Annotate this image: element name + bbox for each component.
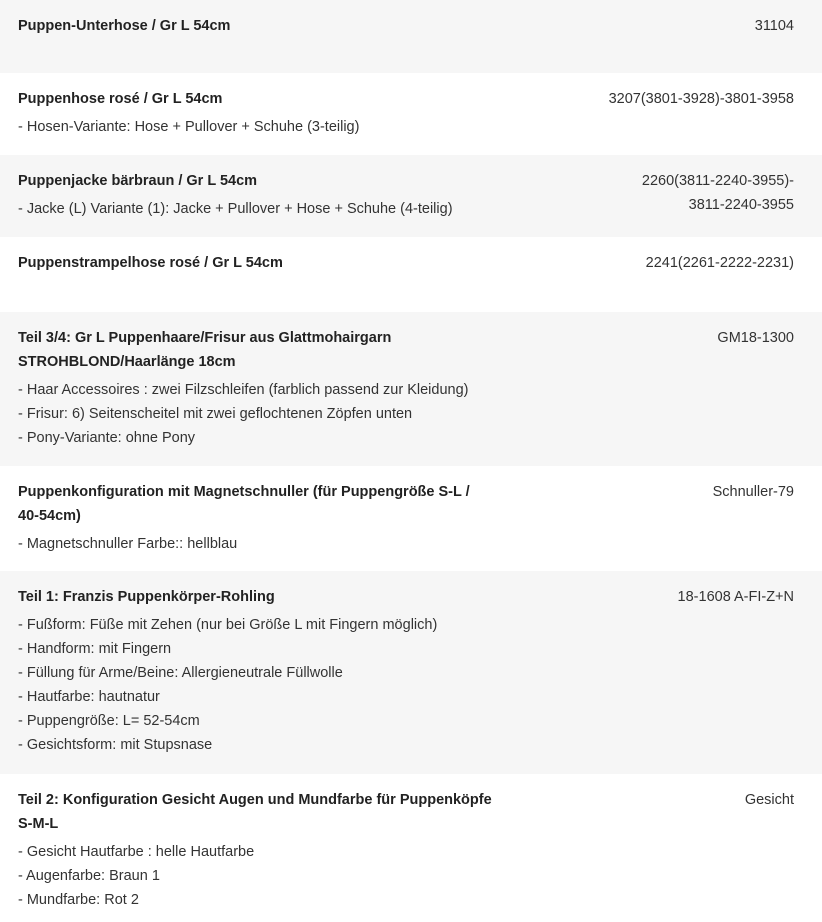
order-item-row	[0, 237, 822, 312]
item-detail: - Gesicht Hautfarbe : helle Hautfarbe	[18, 844, 255, 860]
order-item-row	[0, 571, 822, 774]
item-detail: - Handform: mit Fingern	[18, 641, 172, 657]
item-details	[18, 840, 498, 912]
order-item-row	[0, 312, 822, 466]
item-details	[18, 378, 498, 450]
item-detail: - Haar Accessoires : zwei Filzschleifen (farblich passend zur Kleidung)	[18, 382, 469, 398]
item-title: Teil 1: Franzis Puppenkörper-Rohling	[18, 589, 275, 605]
item-details	[18, 532, 498, 556]
item-sku: 31104	[754, 18, 794, 34]
item-info	[18, 14, 498, 38]
item-title: Puppenhose rosé / Gr L 54cm	[18, 91, 223, 107]
item-detail: - Frisur: 6) Seitenscheitel mit zwei geflochtenen Zöpfen unten	[18, 406, 413, 422]
item-detail: - Gesichtsform: mit Stupsnase	[18, 737, 213, 753]
item-details	[18, 613, 498, 757]
item-title	[18, 326, 498, 374]
item-title-line: Teil 2: Konfiguration Gesicht Augen und Mundfarbe für Puppenköpfe	[18, 792, 492, 808]
item-title: Puppen-Unterhose / Gr L 54cm	[18, 18, 231, 34]
item-detail: - Magnetschnuller Farbe:: hellblau	[18, 536, 238, 552]
order-item-row	[0, 466, 822, 571]
item-info	[18, 326, 498, 450]
item-title	[18, 788, 498, 836]
item-detail: - Hautfarbe: hautnatur	[18, 689, 160, 705]
item-detail: - Mundfarbe: Rot 2	[18, 892, 139, 908]
item-info	[18, 585, 498, 757]
item-detail: - Puppengröße: L= 52-54cm	[18, 713, 200, 729]
item-title	[18, 480, 498, 528]
item-title-line: 40-54cm)	[18, 508, 81, 524]
order-item-row	[0, 0, 822, 73]
item-info	[18, 251, 498, 275]
item-sku: 18-1608 A-FI-Z+N	[677, 589, 794, 605]
item-title-line: S-M-L	[18, 816, 59, 832]
item-title-line: Puppenkonfiguration mit Magnetschnuller (für Puppengröße S-L /	[18, 484, 470, 500]
item-details	[18, 115, 498, 139]
order-item-row	[0, 155, 822, 237]
item-detail: - Jacke (L) Variante (1): Jacke + Pullover + Hose + Schuhe (4-teilig)	[18, 201, 453, 217]
item-sku: Schnuller-79	[712, 484, 794, 500]
item-detail: - Hosen-Variante: Hose + Pullover + Schuhe (3-teilig)	[18, 119, 360, 135]
item-title-line: STROHBLOND/Haarlänge 18cm	[18, 354, 236, 370]
item-sku: Gesicht	[744, 792, 794, 808]
item-sku	[642, 169, 794, 217]
order-item-row	[0, 774, 822, 922]
item-info	[18, 788, 498, 912]
item-sku: 3207(3801-3928)-3801-3958	[608, 91, 794, 107]
item-title: Puppenjacke bärbraun / Gr L 54cm	[18, 173, 258, 189]
item-title: Puppenstrampelhose rosé / Gr L 54cm	[18, 255, 283, 271]
item-detail: - Pony-Variante: ohne Pony	[18, 430, 196, 446]
item-details	[18, 197, 498, 221]
item-detail: - Fußform: Füße mit Zehen (nur bei Größe L mit Fingern möglich)	[18, 617, 438, 633]
item-sku-line: 2260(3811-2240-3955)-	[641, 173, 794, 189]
item-info	[18, 480, 498, 556]
item-sku-line: 3811-2240-3955	[688, 197, 794, 213]
item-detail: - Füllung für Arme/Beine: Allergieneutrale Füllwolle	[18, 665, 343, 681]
item-detail: - Augenfarbe: Braun 1	[18, 868, 160, 884]
item-sku: GM18-1300	[717, 330, 794, 346]
order-item-row	[0, 73, 822, 155]
item-title-line: Teil 3/4: Gr L Puppenhaare/Frisur aus Glattmohairgarn	[18, 330, 392, 346]
item-sku: 2241(2261-2222-2231)	[645, 255, 794, 271]
item-info	[18, 87, 498, 139]
item-info	[18, 169, 498, 221]
